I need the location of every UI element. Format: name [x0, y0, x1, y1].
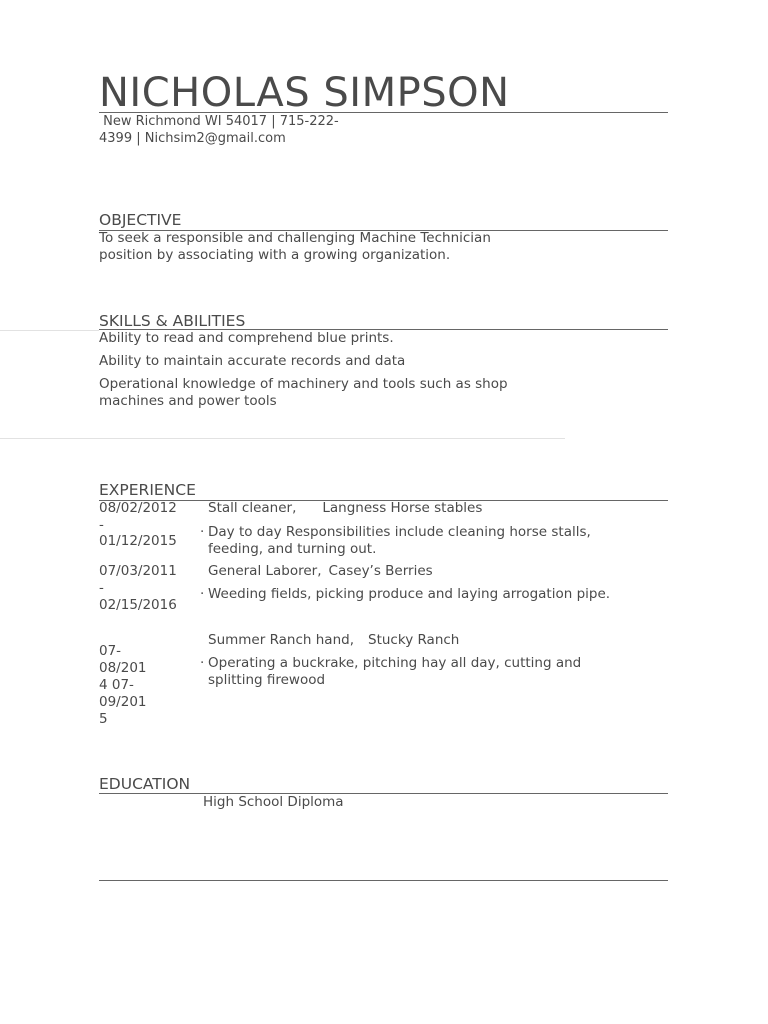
date-line: 02/15/2016 [99, 597, 177, 613]
contact-line-1: New Richmond WI 54017 | 715-222- [99, 114, 339, 129]
objective-heading: OBJECTIVE [99, 211, 182, 229]
education-divider [99, 793, 668, 794]
date-line: 08/201 [99, 660, 147, 676]
date-line: - [99, 580, 104, 596]
skills-left-margin-line [0, 330, 99, 331]
job-date [99, 500, 194, 550]
contact-info [99, 113, 369, 147]
job-employer: Langness Horse stables [322, 500, 483, 516]
desc-line: splitting firewood [208, 672, 326, 688]
date-line: 07/03/2011 [99, 563, 177, 579]
education-heading: EDUCATION [99, 775, 191, 793]
skill-item-continued: machines and power tools [99, 393, 277, 409]
job-title: Stall cleaner, [208, 500, 297, 516]
job-date [99, 563, 194, 614]
objective-text [99, 230, 539, 264]
job-date [99, 643, 194, 728]
bullet-icon: · [200, 655, 205, 671]
experience-heading: EXPERIENCE [99, 481, 196, 499]
job-title: General Laborer, [208, 563, 322, 579]
date-line: 08/02/2012 [99, 500, 177, 516]
desc-line: Day to day Responsibilities include cleaning horse stalls, [208, 524, 591, 540]
skills-bottom-line [0, 438, 565, 439]
candidate-name: NICHOLAS SIMPSON [99, 70, 510, 116]
job-title-line [208, 500, 482, 517]
desc-line: Weeding fields, picking produce and laying arrogation pipe. [208, 586, 611, 602]
skill-item: Ability to maintain accurate records and data [99, 353, 406, 369]
job-title-line [208, 563, 433, 580]
job-description [200, 524, 628, 558]
objective-line-1: To seek a responsible and challenging Machine Technician [99, 230, 491, 246]
job-description [200, 586, 638, 603]
contact-line-2: 4399 | Nichsim2@gmail.com [99, 131, 286, 146]
skill-item: Operational knowledge of machinery and tools such as shop [99, 376, 508, 392]
objective-line-2: position by associating with a growing organization. [99, 247, 451, 263]
job-employer: Casey’s Berries [328, 563, 433, 579]
job-employer: Stucky Ranch [368, 632, 460, 648]
skill-item: Ability to read and comprehend blue prints. [99, 330, 394, 346]
job-title-line [208, 632, 459, 649]
desc-line: feeding, and turning out. [208, 541, 377, 557]
desc-line: Operating a buckrake, pitching hay all day, cutting and [208, 655, 582, 671]
job-description [200, 655, 628, 689]
date-line: 01/12/2015 [99, 533, 177, 549]
education-item: High School Diploma [203, 794, 344, 810]
footer-divider [99, 880, 668, 881]
skills-heading: SKILLS & ABILITIES [99, 312, 246, 330]
date-line: 09/201 [99, 694, 147, 710]
date-line: - [99, 517, 104, 533]
date-line: 07- [99, 643, 122, 659]
job-title: Summer Ranch hand, [208, 632, 355, 648]
bullet-icon: · [200, 586, 205, 602]
bullet-icon: · [200, 524, 205, 540]
date-line: 4 07- [99, 677, 134, 693]
date-line: 5 [99, 711, 108, 727]
